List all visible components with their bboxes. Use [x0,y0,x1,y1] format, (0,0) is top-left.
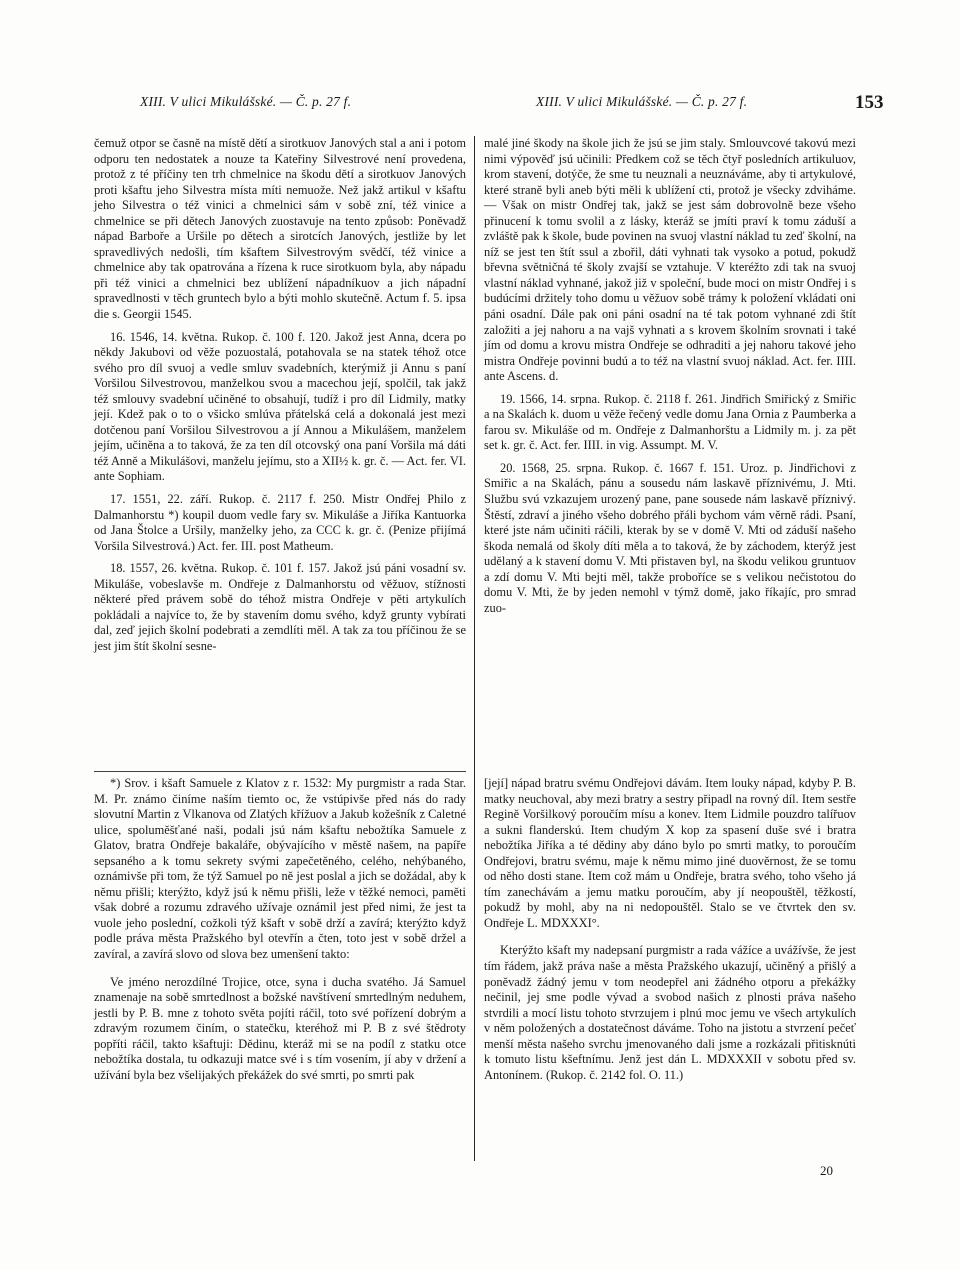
footnote-rule [94,771,466,772]
entry-17: 17. 1551, 22. září. Rukop. č. 2117 f. 250. Mistr Ondřej Philo z Dalmanhorstu *) koupil duom vedle fary sv. Mikuláše a Jiříka Kantuorka od Jana Štolce a Uršily, manželky jeho, za CCC k. gr. č. (Penize přijímá Voršila Silvestrová.) Act. fer. III. post Matheum. [94,492,466,553]
entry-19: 19. 1566, 14. srpna. Rukop. č. 2118 f. 261. Jindřich Smiřický z Smiřic a na Skalách k. duom u věže řečený vedle domu Jana Ornia z Paumberka a farou sv. Mikuláše od m. Ondřeje z Dalmanhorštu a Lidmily m. j. za pět set k. gr. č. Act. fer. IIII. in vig. Assumpt. M. V. [484,391,856,453]
entry-20: 20. 1568, 25. srpna. Rukop. č. 1667 f. 151. Uroz. p. Jindřichovi z Smiřic a na Skalách, pánu a sousedu nám laskavě příznivému, J. Mti. Službu svú vzkazujem urozený pane, pane sousede nám laskavě příznivý. Štěstí, zdraví a jiného všeho dobrého přáli bychom vám věrně rádi. Psaní, které jste nám učiniti ráčili, kterak by se v domě V. Mti od záduší našeho škoda nemalá od školy díti měla a to taková, že by záchodem, kterýž jest udělaný a k stavení domu V. Mti přistaven byl, na škodu velikou gruntuov a zdí domu V. Mti bejti měl, takže proboříce se s velikou nečistotou do domu V. Mti, že by jeden nemohl v týmž domě, jako říkajíc, pro smrad zuo- [484,460,856,615]
paragraph: čemuž otpor se časně na místě dětí a sirotkuov Janových stal a ani i potom odporu ten nedostatek a nouze ta Kateřiny Silvestrové není provedena, protož z té příčiny ten trh chmelnice na škodu dětí a sirotkuov Janových proti kšaftu jeho Silvestra místa míti nemuože. Než jakž artikul v kšaftu jeho Silvestra o též vinici a chmelnici sám v sobě zní, též vinice a chmelnice se při dětech Janových zuostavuje na tento způsob: Poněvadž nápad Barboře a Uršile po dětech a sirotcích Janových, jestliže by let spravedlivých nedošli, tím kšaftem Silvestrovým svědčí, též vinice a chmelnice aby tak opatrována a řízena k ruce sirotkuom byla, aby nápadu při též vinici a chmelnici bez ublížení nápadníkuov a jich nápadní spravedlnosti v těch gruntech bylo a býti mohlo skutečně. Actum f. 5. ipsa die s. Georgii 1545. [94,136,466,322]
footnote-right [484,776,856,1083]
footnote-left [94,776,466,1083]
entry-18: 18. 1557, 26. května. Rukop. č. 101 f. 157. Jakož jsú páni vosadní sv. Mikuláše, vobeslavše m. Ondřeje z Dalmanhorstu od věžuov, stížnosti některé před právem sobě do téhož mistra Ondřeje v pěti artykulích pokládali a najvíce to, že by stavením domu svého, když grunty vybírati dal, zeď jejich školní podebrati a zemdlíti měl. A tak za tou příčinou že se jest jim štít školní sesne- [94,561,466,653]
footnote-paragraph: Kterýžto kšaft my nadepsaní purgmistr a rada vážíce a uvážívše, že jest tím řádem, jakž práva naše a města Pražského ukazují, učiněný a přišlý a poněvadž žádný jemu v tom neodepřel ani žádného otporu a překážky nečinil, jej sme podle vývad a svobod našich z plnosti práva našeho stvrdili a mocí listu tohoto stvrzujem i plnú moc jemu ve všech artykulích v něm položených a dostatečnost dáváme. Toho na jistotu a stvrzení pečeť menší města našeho svrchu jmenovaného dali jsme a rozkázali přitisknúti k tomuto listu kšeftnímu. Jenž jest dán L. MDXXXII v sobotu před sv. Antonínem. (Rukop. č. 2142 fol. O. 11.) [484,943,856,1082]
footnote-paragraph: *) Srov. i kšaft Samuele z Klatov z r. 1532: My purgmistr a rada Star. M. Pr. známo činíme naším tiemto oc, že vstúpivše před nás do rady slovutní Martin z Vlkanova od Zlatých křížuov a Jakub kožešník z Caletné ulice, spoluměšťané naši, podali jsú nám kšaftu nebožtíka Samuele z Glatov, bratra Ondřeje bakaláře, obývajícího v městě našem, na papíře sepsaného a k tomu sekrety svými zapečetěného, celého, nehýbaného, oznámivše při tom, že týž Samuel po ně jest poslal a jich se dožádal, aby k němu přišli; kterýžto, když jsú k němu přišli, leže v těžké nemoci, paměti však dobré a rozumu zdravého užívaje oznámil jest před nimi, že jest ta vuole jeho poslední, cožkoli týž kšaft v sobě drží a zavírá; kterýžto když podle práva města Pražského byl otevřín a čten, toto jest v sobě držel a zavíral, a zavírá slovo od slova bez umenšení takto: [94,776,466,962]
paragraph: malé jiné škody na škole jich že jsú se jim staly. Smlouvcové takovú mezi nimi výpověď jsú učinili: Předkem což se těch čtyř posledních artikuluov, krom stavení, dotýče, že sme tu neuznali a neuznáváme, aby ti artykulové, které straně byli aneb býti měli k ublížení cti, protož je všecky zdviháme. — Však on mistr Ondřej tak, jakž se jest sám dobrovolně beze všeho přinucení k tomu svolil a z lásky, kteráž se jmíti praví k tomu záduší a zvláště pak k škole, bude povinen na svuoj vlastní náklad tu zeď školní, na níž se jest ten štít ssul a zbořil, dáti vyhnati tak vysoko a potud, pokudž břevna světničná té školy zvajší se vztahuje. V kteréžto zdi tak na svuoj vlastní náklad vyhnané, jakož již v společní, bude moci on mistr Ondřej i s budúcími držitely toho domu u věžuov sobě trámy k položení vkládati oni páni osadní. Dále pak oni páni osadní na té tak potom vyhnané zdi štít založiti a jej nahoru a na vajš vyhnati a s krovem školním srovnati i také jím od domu a krovu mistra Ondřeje se odhraditi a jej nahoru takové jeho mistra Ondřeje povinni budú a to též na vlastní svuoj náklad. Act. fer. IIII. ante Ascens. d. [484,136,856,384]
signature-mark: 20 [820,1163,833,1178]
running-header-left: XIII. V ulici Mikulášské. — Č. p. 27 f. [140,94,352,109]
left-column [94,136,466,655]
footnote-paragraph: Ve jméno nerozdílné Trojice, otce, syna i ducha svatého. Já Samuel znamenaje na sobě smrtedlnost a božské navštívení smrtedlným neduhem, jestli by P. B. mne z tohoto světa pojíti ráčil, toto své pořízení dobrým a zdravým rozumem činím, o statečku, kteréhož mi P. B z své štědroty popříti ráčil, takto kšaftuji: Dědinu, kteráž mi se na podíl z statku otce nebožtíka dostala, tu odkazuji matce své i s tím vosením, jí aby v držení a užívání byla bez všelijakých překážek do své smrti, po smrti pak [94,974,466,1082]
page-number: 153 [855,92,884,113]
column-divider [474,136,475,1161]
entry-16: 16. 1546, 14. května. Rukop. č. 100 f. 120. Jakož jest Anna, dcera po někdy Jakubovi od věže pozuostalá, potahovala se na statek téhož otce svého pro díl svuoj a vedle smluv svadebních, kterýmiž ji Annu s paní Voršilou Silvestrovou, manželkou svou a macechou její, spolčil, tak jakž též smlouvy svadební učiněné to obsahují, tudíž i pro díl Lidmily, matky její. Kdež pak o to o všicko smlúva přátelská celá a dokonalá jest mezi dotčenou paní Voršilou Silvestrovou a jí Annou a Mikulášem, manželem jejím, učiněna a to taková, že za ten díl otcovský ona paní Voršila má dáti též Anně a Mikulášovi, manželu jejímu, sto a XII½ k. gr. č. — Act. fer. VI. ante Sophiam. [94,329,466,484]
running-header-right: XIII. V ulici Mikulášské. — Č. p. 27 f. [536,94,748,109]
footnote-paragraph: [její] nápad bratru svému Ondřejovi dávám. Item louky nápad, kdyby P. B. matky neuchoval, aby mezi bratry a sestry připadl na rovný díl. Item sestře Regině Voršilkový poroučím mísu a konev. Item Lidmile pouzdro talířuov a sukni flanderskú. Item chudým X kop za spasení duše své i bratra nebožtíka Jiříka a té dědiny aby dáno bylo po smrti matky, to poroučím Ondřejovi, bratru svému, maje k němu mimo jiné duověrnost, že se tomu od něho dosti stane. Item což mám u Ondřeje, bratra svého, toho všeho já tím zanechávám a jemu matku poroučím, aby jí neopouštěl, těžkostí, pokudž by mohl, aby na ni nedopouštěl. Stalo se ve čtvrtek den sv. Ondřeje L. MDXXXI°. [484,776,856,930]
right-column [484,136,856,616]
